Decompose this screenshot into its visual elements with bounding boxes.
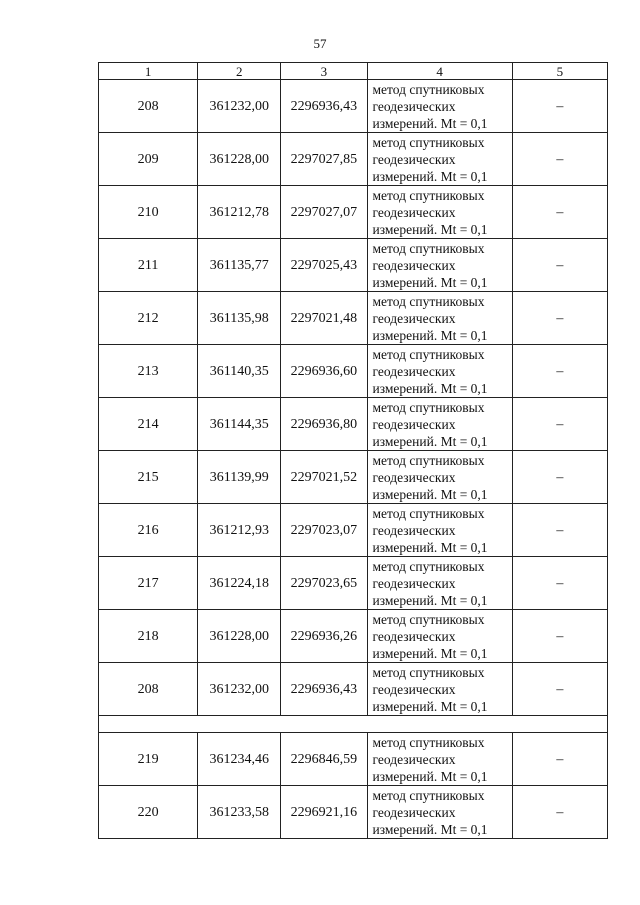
x-coordinate: 361228,00 [198,133,281,186]
method-line: геодезических [372,628,456,644]
point-number: 220 [99,786,198,839]
method-description [367,80,512,133]
separator-cell [99,716,608,733]
method-line: метод спутниковых [372,187,485,203]
notes-cell: – [512,557,607,610]
coordinates-table [98,62,608,839]
notes-cell: – [512,663,607,716]
method-description [367,186,512,239]
table-row [99,451,608,504]
y-coordinate: 2296846,59 [281,733,367,786]
point-number: 217 [99,557,198,610]
point-number: 219 [99,733,198,786]
table-row [99,504,608,557]
point-number: 210 [99,186,198,239]
method-description [367,451,512,504]
method-description [367,398,512,451]
separator-row [99,716,608,733]
y-coordinate: 2297021,52 [281,451,367,504]
column-header: 5 [512,63,607,80]
y-coordinate: 2297023,65 [281,557,367,610]
method-line: метод спутниковых [372,240,485,256]
y-coordinate: 2297027,85 [281,133,367,186]
column-header: 3 [281,63,367,80]
method-line: геодезических [372,416,456,432]
method-line: метод спутниковых [372,346,485,362]
point-number: 208 [99,80,198,133]
table-row [99,557,608,610]
method-description [367,239,512,292]
notes-cell: – [512,451,607,504]
method-description [367,786,512,839]
y-coordinate: 2296936,26 [281,610,367,663]
method-description [367,557,512,610]
x-coordinate: 361233,58 [198,786,281,839]
page-number: 57 [313,36,327,51]
x-coordinate: 361234,46 [198,733,281,786]
table-row [99,786,608,839]
method-line: геодезических [372,204,456,220]
method-line: геодезических [372,257,456,273]
notes-cell: – [512,610,607,663]
method-description [367,133,512,186]
x-coordinate: 361139,99 [198,451,281,504]
method-line: измерений. Mt = 0,1 [372,698,488,714]
method-line: метод спутниковых [372,611,485,627]
method-line: геодезических [372,751,456,767]
x-coordinate: 361140,35 [198,345,281,398]
y-coordinate: 2296936,43 [281,80,367,133]
table-row [99,292,608,345]
method-line: геодезических [372,98,456,114]
table-row [99,733,608,786]
x-coordinate: 361232,00 [198,80,281,133]
table-row [99,610,608,663]
method-line: измерений. Mt = 0,1 [372,645,488,661]
point-number: 218 [99,610,198,663]
x-coordinate: 361135,77 [198,239,281,292]
method-line: измерений. Mt = 0,1 [372,221,488,237]
method-line: измерений. Mt = 0,1 [372,168,488,184]
table-row [99,663,608,716]
method-line: геодезических [372,522,456,538]
method-description [367,733,512,786]
notes-cell: – [512,80,607,133]
method-description [367,345,512,398]
table-row [99,239,608,292]
method-line: измерений. Mt = 0,1 [372,433,488,449]
table-row [99,186,608,239]
method-line: геодезических [372,681,456,697]
y-coordinate: 2296936,43 [281,663,367,716]
table-row [99,345,608,398]
method-line: метод спутниковых [372,505,485,521]
notes-cell: – [512,239,607,292]
notes-cell: – [512,504,607,557]
method-line: метод спутниковых [372,734,485,750]
notes-cell: – [512,398,607,451]
method-line: метод спутниковых [372,664,485,680]
y-coordinate: 2296936,80 [281,398,367,451]
method-line: измерений. Mt = 0,1 [372,380,488,396]
point-number: 213 [99,345,198,398]
point-number: 208 [99,663,198,716]
method-line: геодезических [372,151,456,167]
table-row [99,133,608,186]
y-coordinate: 2296921,16 [281,786,367,839]
method-line: измерений. Mt = 0,1 [372,539,488,555]
x-coordinate: 361212,78 [198,186,281,239]
method-line: метод спутниковых [372,293,485,309]
point-number: 215 [99,451,198,504]
method-line: измерений. Mt = 0,1 [372,592,488,608]
notes-cell: – [512,786,607,839]
table-row [99,80,608,133]
x-coordinate: 361224,18 [198,557,281,610]
notes-cell: – [512,292,607,345]
y-coordinate: 2297025,43 [281,239,367,292]
method-line: геодезических [372,363,456,379]
table-row [99,398,608,451]
method-description [367,610,512,663]
method-line: измерений. Mt = 0,1 [372,821,488,837]
method-line: метод спутниковых [372,399,485,415]
y-coordinate: 2297021,48 [281,292,367,345]
point-number: 211 [99,239,198,292]
method-line: геодезических [372,804,456,820]
notes-cell: – [512,133,607,186]
notes-cell: – [512,345,607,398]
method-line: геодезических [372,310,456,326]
x-coordinate: 361228,00 [198,610,281,663]
method-description [367,504,512,557]
method-description [367,663,512,716]
method-line: метод спутниковых [372,134,485,150]
y-coordinate: 2297023,07 [281,504,367,557]
y-coordinate: 2297027,07 [281,186,367,239]
method-line: метод спутниковых [372,558,485,574]
method-line: геодезических [372,469,456,485]
method-line: измерений. Mt = 0,1 [372,115,488,131]
method-line: метод спутниковых [372,452,485,468]
method-line: измерений. Mt = 0,1 [372,486,488,502]
header-row [99,63,608,80]
method-line: измерений. Mt = 0,1 [372,768,488,784]
notes-cell: – [512,186,607,239]
column-header: 4 [367,63,512,80]
point-number: 209 [99,133,198,186]
point-number: 214 [99,398,198,451]
x-coordinate: 361212,93 [198,504,281,557]
method-line: метод спутниковых [372,787,485,803]
notes-cell: – [512,733,607,786]
x-coordinate: 361135,98 [198,292,281,345]
method-line: измерений. Mt = 0,1 [372,274,488,290]
method-line: измерений. Mt = 0,1 [372,327,488,343]
x-coordinate: 361232,00 [198,663,281,716]
y-coordinate: 2296936,60 [281,345,367,398]
x-coordinate: 361144,35 [198,398,281,451]
column-header: 2 [198,63,281,80]
column-header: 1 [99,63,198,80]
point-number: 212 [99,292,198,345]
method-line: геодезических [372,575,456,591]
method-description [367,292,512,345]
method-line: метод спутниковых [372,81,485,97]
point-number: 216 [99,504,198,557]
